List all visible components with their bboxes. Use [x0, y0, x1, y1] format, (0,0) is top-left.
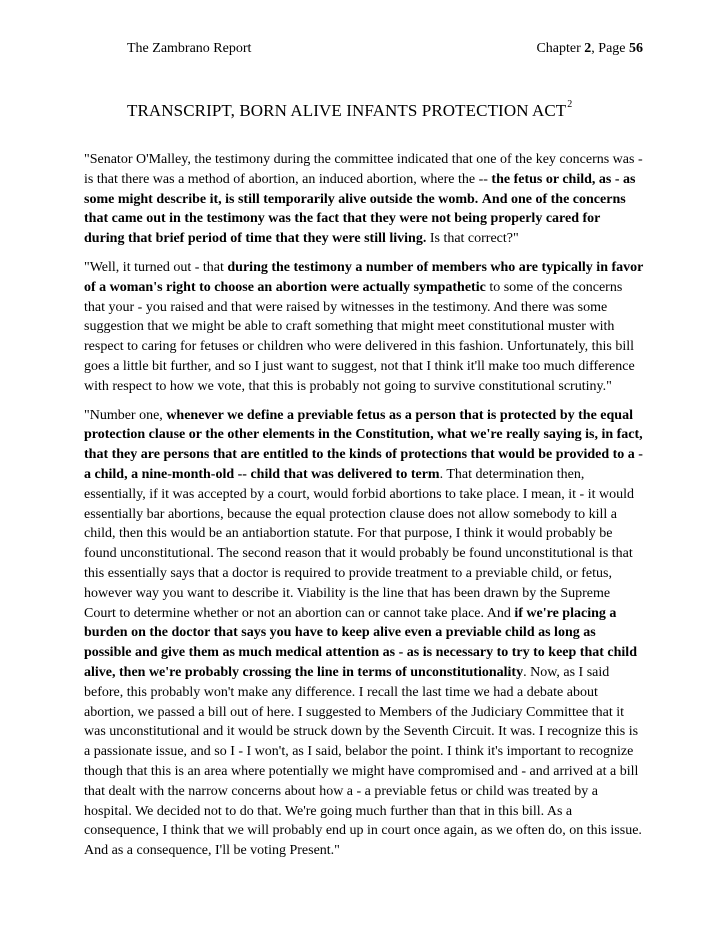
paragraph-answer-1 — [84, 258, 644, 397]
transcript-body — [84, 150, 644, 870]
text-segment: to some of the concerns that your - you raised and that were raised by witnesses in the testimony. And there was some suggestion that we might be able to craft something that might meet constitutional muster with respect to caring for fetuses or children who were delivered in this fashion. Unfortunately, this bill goes a little bit further, and so I just want to suggest, not that I think it'll make too much difference with respect to how we vote, that this is probably not going to survive constitutional scrutiny." — [84, 279, 635, 394]
page-header — [127, 40, 643, 62]
header-report-title: The Zambrano Report — [127, 41, 252, 56]
paragraph-answer-2 — [84, 406, 644, 861]
bold-text-segment: during the testimony a number of members who are typically in favor of a woman's right to choose an abortion were actually sympathetic — [84, 259, 644, 295]
text-segment: "Senator O'Malley, the testimony during the committee indicated that one of the key concerns was - is that there was a method of abortion, an induced abortion, where the -- — [84, 152, 643, 187]
footnote-reference: 2 — [567, 99, 573, 111]
chapter-number: 2 — [584, 41, 592, 56]
bold-text-segment: the fetus or child, as - as some might describe it, is still temporarily alive outside the womb. — [84, 171, 636, 207]
header-chapter-page — [536, 40, 643, 58]
text-segment: . Now, as I said before, this probably won't make any difference. I recall the last time we had a debate about abortion, we passed a bill out of here. I suggested to Members of the Judiciary Committee that it was unconstitutional and it would be struck down by the Seventh Circuit. It was. I recognize this is a passionate issue, and so I - I won't, as I said, belabor the point. I think it's important to recognize though that this is an area where potentially we might have compromised and - and arrived at a bill that dealt with the narrow concerns about how a - a previable fetus or child was treated by a hospital. We decided not to do that. We're going much further than that in this bill. As a consequence, I think that we will probably end up in court once again, as we often do, on this issue. And as a consequence, I'll be voting Present." — [84, 664, 642, 859]
page-number: 56 — [629, 41, 643, 56]
text-segment: "Well, it turned out - that — [84, 259, 228, 275]
bold-text-segment: And one of the concerns that came out in the testimony was the fact that they were not being properly cared for during that brief period of time that they were still living. — [84, 191, 626, 247]
paragraph-question — [84, 150, 644, 249]
section-title-text: TRANSCRIPT, BORN ALIVE INFANTS PROTECTION ACT — [127, 101, 567, 120]
text-segment: Is that correct?" — [426, 231, 519, 247]
text-segment: . That determination then, essentially, if it was accepted by a court, would forbid abortions to take place. I mean, it - it would essentially bar abortions, because the equal protection clause does not allow somebody to kill a child, then this would be an antiabortion statute. For that purpose, I think it would probably be found unconstitutional. The second reason that it would probably be found unconstitutional is that this essentially says that a doctor is required to provide treatment to a previable child, or fetus, however way you want to describe it. Viability is the line that has been drawn by the Supreme Court to determine whether or not an abortion can or cannot take place. And — [84, 466, 634, 621]
chapter-label: Chapter — [536, 41, 585, 56]
bold-text-segment: if we're placing a burden on the doctor that says you have to keep alive even a previable child as long as possible and give them as much medical attention as - as is necessary to try to keep that child alive, then we're probably crossing the line in terms of unconstitutionality — [84, 605, 637, 680]
text-segment: "Number one, — [84, 407, 167, 423]
bold-text-segment: whenever we define a previable fetus as a person that is protected by the equal protection clause or the other elements in the Constitution, what we're really saying is, in fact, that they are persons that are entitled to the kinds of protections that would be provided to a - a child, a nine-month-old -- child that was delivered to term — [84, 407, 643, 482]
page-label: , Page — [591, 41, 629, 56]
section-title — [127, 100, 572, 122]
